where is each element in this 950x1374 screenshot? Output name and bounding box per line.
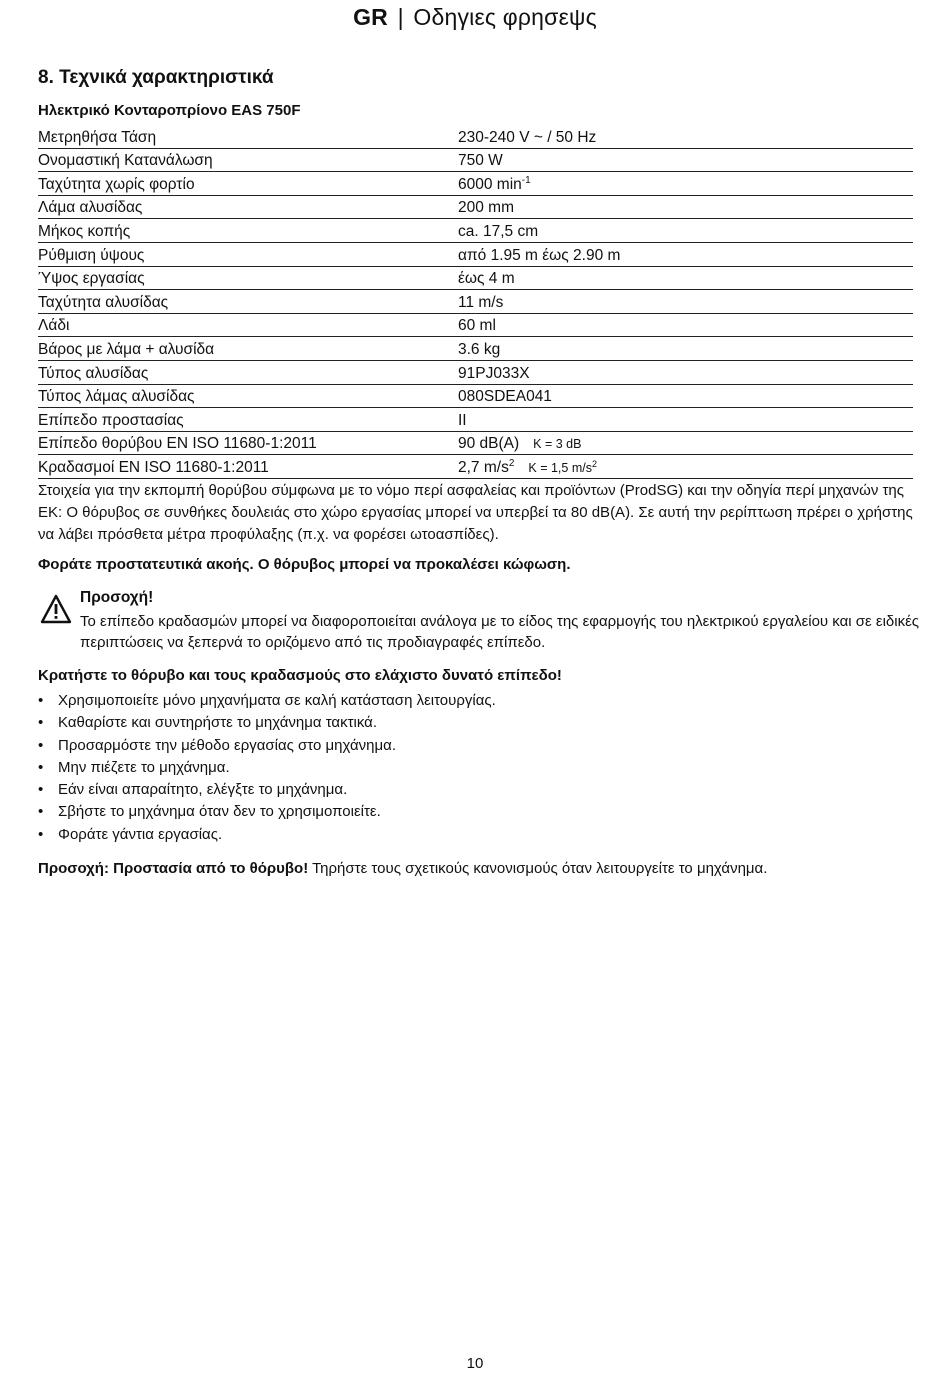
spec-value <box>458 412 467 430</box>
spec-label: Ρύθμιση ύψους <box>38 246 145 264</box>
bullet-dot: • <box>38 825 44 843</box>
final-note-text: Τηρήστε τους σχετικούς κανονισμούς όταν λειτουργείτε το μηχάνημα. <box>308 860 768 877</box>
spec-value-text: 3.6 kg <box>458 340 501 358</box>
spec-value <box>458 199 514 217</box>
spec-value-text: 6000 min <box>458 175 522 193</box>
spec-value <box>458 294 503 312</box>
bullet-dot: • <box>38 803 44 821</box>
spec-row <box>38 149 913 173</box>
page-number: 10 <box>466 1355 484 1372</box>
spec-row <box>38 290 913 314</box>
spec-value-text: 91PJ033X <box>458 364 530 382</box>
list-item-text: Φοράτε γάντια εργασίας. <box>58 825 223 843</box>
spec-label: Επίπεδο προστασίας <box>38 411 184 429</box>
list-item-text: Εάν είναι απαραίτητο, ελέγξτε το μηχάνημα. <box>58 781 348 799</box>
spec-label: Ύψος εργασίας <box>38 270 145 288</box>
spec-row <box>38 314 913 338</box>
spec-value <box>458 247 620 265</box>
header-divider: | <box>397 4 404 30</box>
list-item-text: Μην πιέζετε το μηχάνημα. <box>58 758 230 776</box>
spec-row <box>38 267 913 291</box>
spec-value <box>458 388 552 406</box>
caution-title: Προσοχή! <box>80 589 154 606</box>
list-item <box>38 824 496 846</box>
spec-row <box>38 432 913 456</box>
spec-value <box>458 129 596 147</box>
specs-table <box>38 125 913 479</box>
spec-row <box>38 125 913 149</box>
spec-label: Ονομαστική Κατανάλωση <box>38 152 213 170</box>
spec-row <box>38 219 913 243</box>
spec-label: Λάδι <box>38 317 70 335</box>
spec-value-text: 60 ml <box>458 317 496 335</box>
spec-value-text: 750 W <box>458 152 503 170</box>
spec-row <box>38 196 913 220</box>
spec-value-sup: 2 <box>508 457 515 469</box>
list-item-text: Καθαρίστε και συντηρήστε το μηχάνημα τακτικά. <box>58 714 378 732</box>
spec-label: Μήκος κοπής <box>38 222 131 240</box>
spec-value <box>458 223 538 241</box>
spec-label: Τύπος αλυσίδας <box>38 364 149 382</box>
spec-value <box>458 365 530 383</box>
spec-value-text: έως 4 m <box>458 270 515 288</box>
list-item <box>38 712 496 734</box>
spec-row <box>38 408 913 432</box>
spec-row <box>38 455 913 479</box>
spec-row <box>38 361 913 385</box>
list-item <box>38 779 496 801</box>
spec-row <box>38 385 913 409</box>
spec-label: Μετρηθήσα Τάση <box>38 128 157 146</box>
spec-label: Τύπος λάμας αλυσίδας <box>38 388 195 406</box>
header-title: Οδηγιες φρησεψς <box>413 4 597 30</box>
bullet-dot: • <box>38 714 44 732</box>
product-title: Ηλεκτρικό Κονταροπρίονο EAS 750F <box>38 102 301 119</box>
list-item <box>38 690 496 712</box>
spec-value-text: ca. 17,5 cm <box>458 222 539 240</box>
spec-label: Ταχύτητα αλυσίδας <box>38 293 169 311</box>
list-item-text: Σβήστε το μηχάνημα όταν δεν το χρησιμοποιείτε. <box>58 803 381 821</box>
spec-tolerance <box>528 458 597 475</box>
bullet-dot: • <box>38 736 44 754</box>
spec-value-text: II <box>458 411 467 429</box>
page-header <box>0 4 950 31</box>
list-item <box>38 801 496 823</box>
list-item <box>38 757 496 779</box>
spec-tolerance-text: K = 1,5 m/s <box>528 460 592 475</box>
spec-value-text: 90 dB(A) <box>458 435 520 453</box>
list-item-text: Προσαρμόστε την μέθοδο εργασίας στο μηχάνημα. <box>58 736 396 754</box>
spec-value-text: από 1.95 m έως 2.90 m <box>458 246 621 264</box>
tips-list <box>38 690 496 846</box>
hearing-warning: Φοράτε προστατευτικά ακοής. Ο θόρυβος μπορεί να προκαλέσει κώφωση. <box>38 556 571 573</box>
spec-value-text: 11 m/s <box>458 293 504 311</box>
spec-value <box>458 435 581 453</box>
section-title: 8. Τεχνικά χαρακτηριστικά <box>38 67 274 88</box>
spec-label: Ταχύτητα χωρίς φορτίο <box>38 175 195 193</box>
warning-triangle-icon <box>40 594 72 624</box>
bullet-dot: • <box>38 781 44 799</box>
final-note-heading: Προσοχή: Προστασία από το θόρυβο! <box>38 860 309 877</box>
bullet-dot: • <box>38 692 44 709</box>
spec-label: Κραδασμοί EN ISO 11680-1:2011 <box>38 458 269 476</box>
spec-row <box>38 172 913 196</box>
spec-tolerance-text: K = 3 dB <box>533 437 582 452</box>
spec-value-sup: -1 <box>521 174 531 186</box>
spec-value-text: 200 mm <box>458 199 514 217</box>
spec-value-text: 2,7 m/s <box>458 458 509 476</box>
keep-low-title: Κρατήστε το θόρυβο και τους κραδασμούς στο ελάχιστο δυνατό επίπεδο! <box>38 667 562 684</box>
bullet-dot: • <box>38 758 44 776</box>
spec-value <box>458 341 500 359</box>
spec-tolerance-sup: 2 <box>591 458 597 469</box>
spec-row <box>38 243 913 267</box>
noise-info-paragraph: Στοιχεία για την εκπομπή θορύβου σύμφωνα με το νόμο περί ασφαλείας και προϊόντων (ProdSG) και την οδηγία περί μηχανών της ΕΚ: Ο θόρυβος σε συνθήκες δουλειάς στο χώρο εργασίας μπορεί να υπερβεί τα 80 dB(A). Σε αυτή την ρερίπτωση πρέρει ο χρήστης να λάβει πρόσθετα μέτρα προφύλαξης (π.χ. να φορέσει ωτοασπίδες). <box>38 482 913 543</box>
language-code: GR <box>353 4 388 30</box>
spec-value-text: 080SDEA041 <box>458 388 552 406</box>
spec-label: Βάρος με λάμα + αλυσίδα <box>38 340 215 358</box>
spec-value <box>458 458 597 477</box>
caution-text: Το επίπεδο κραδασμών μπορεί να διαφοροποιείται ανάλογα με το είδος της εφαρμογής του ηλεκτρικού εργαλείου και σε ειδικές περιπτώσεις να ξεπερνά το οριζόμενο από τις προδιαγραφές επίπεδο. <box>80 613 920 651</box>
spec-tolerance <box>533 437 581 451</box>
spec-label: Λάμα αλυσίδας <box>38 199 143 217</box>
spec-row <box>38 337 913 361</box>
final-note <box>38 858 918 880</box>
spec-value <box>458 317 496 335</box>
spec-value <box>458 175 531 194</box>
spec-value <box>458 270 515 288</box>
spec-value <box>458 152 503 170</box>
list-item <box>38 735 496 757</box>
spec-label: Επίπεδο θορύβου EN ISO 11680-1:2011 <box>38 435 317 453</box>
list-item-text: Χρησιμοποιείτε μόνο μηχανήματα σε καλή κατάσταση λειτουργίας. <box>58 692 496 709</box>
spec-value-text: 230-240 V ~ / 50 Hz <box>458 128 597 146</box>
